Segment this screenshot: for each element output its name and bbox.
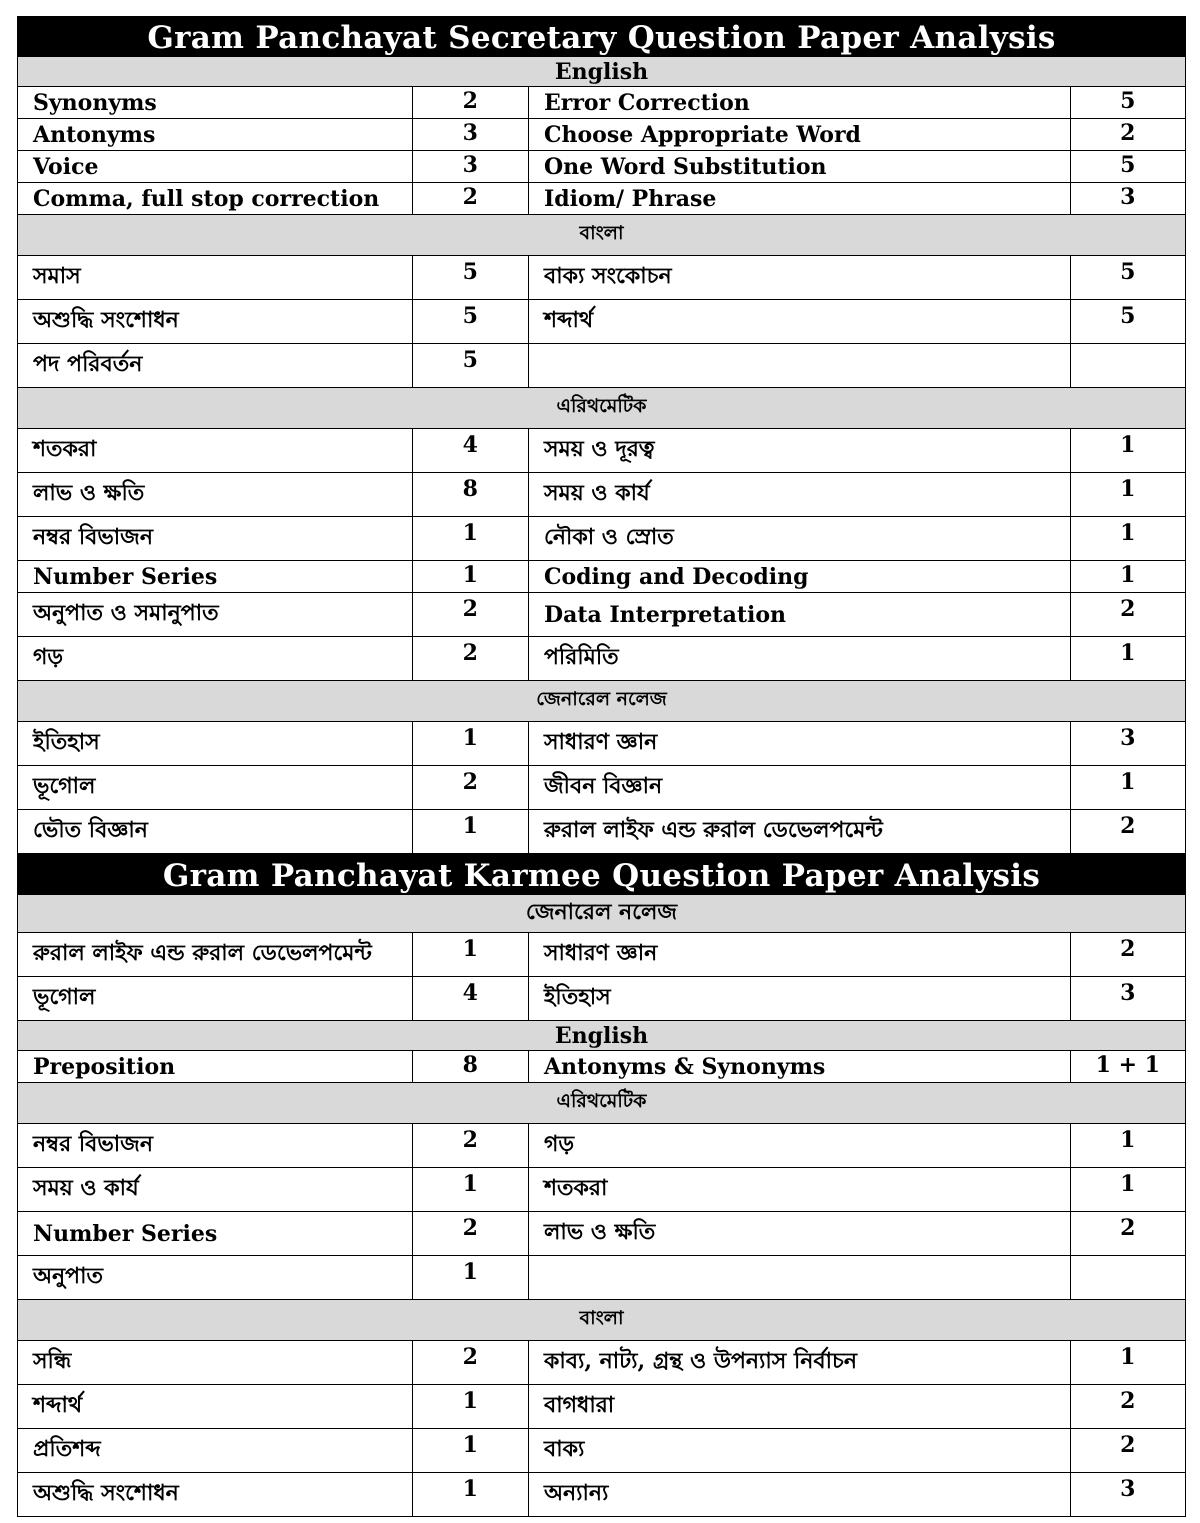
count-cell: 1 — [412, 810, 528, 854]
topic-cell: বাক্য সংকোচন — [528, 256, 1070, 300]
count-cell: 4 — [412, 429, 528, 473]
topic-cell: ভূগোল — [18, 977, 413, 1021]
count-cell: 1 — [1070, 429, 1185, 473]
topic-cell: Antonyms — [18, 119, 413, 151]
table-row — [18, 933, 1186, 977]
topic-cell: Voice — [18, 151, 413, 183]
table-row — [18, 722, 1186, 766]
topic-cell: ভূগোল — [18, 766, 413, 810]
topic-cell: সাধারণ জ্ঞান — [528, 722, 1070, 766]
count-cell: 2 — [412, 593, 528, 637]
subject-heading: বাংলা — [18, 1300, 1186, 1341]
section-title: Gram Panchayat Karmee Question Paper Analysis — [17, 854, 1186, 894]
table-row — [18, 151, 1186, 183]
count-cell: 2 — [1070, 593, 1185, 637]
topic-cell: Data Interpretation — [528, 593, 1070, 637]
topic-cell: নম্বর বিভাজন — [18, 517, 413, 561]
topic-cell: রুরাল লাইফ এন্ড রুরাল ডেভেলপমেন্ট — [528, 810, 1070, 854]
count-cell: 1 — [1070, 637, 1185, 681]
count-cell: 8 — [412, 1051, 528, 1083]
topic-cell: Preposition — [18, 1051, 413, 1083]
table-row — [18, 517, 1186, 561]
subject-heading: বাংলা — [18, 215, 1186, 256]
topic-cell: রুরাল লাইফ এন্ড রুরাল ডেভেলপমেন্ট — [18, 933, 413, 977]
topic-cell: বাক্য — [528, 1429, 1070, 1473]
count-cell: 5 — [412, 256, 528, 300]
topic-cell: Error Correction — [528, 87, 1070, 119]
topic-cell: Number Series — [18, 561, 413, 593]
table-row — [18, 87, 1186, 119]
count-cell: 5 — [1070, 151, 1185, 183]
topic-cell: শব্দার্থ — [18, 1385, 413, 1429]
topic-cell: পদ পরিবর্তন — [18, 344, 413, 388]
count-cell: 2 — [1070, 119, 1185, 151]
count-cell: 1 — [412, 1256, 528, 1300]
table-row — [18, 561, 1186, 593]
topic-cell: অশুদ্ধি সংশোধন — [18, 1473, 413, 1517]
topic-cell — [528, 1256, 1070, 1300]
count-cell: 1 — [412, 1473, 528, 1517]
subject-heading: জেনারেল নলেজ — [18, 681, 1186, 722]
subject-heading: এরিথমেটিক — [18, 1083, 1186, 1124]
topic-cell: নম্বর বিভাজন — [18, 1124, 413, 1168]
topic-cell: অশুদ্ধি সংশোধন — [18, 300, 413, 344]
topic-cell: গড় — [528, 1124, 1070, 1168]
topic-cell: নৌকা ও স্রোত — [528, 517, 1070, 561]
count-cell: 3 — [1070, 722, 1185, 766]
table-row — [18, 1429, 1186, 1473]
table-row — [18, 977, 1186, 1021]
count-cell: 2 — [412, 766, 528, 810]
count-cell: 2 — [1070, 1212, 1185, 1256]
count-cell: 2 — [412, 1124, 528, 1168]
count-cell: 2 — [1070, 810, 1185, 854]
count-cell: 1 — [412, 933, 528, 977]
topic-cell: সমাস — [18, 256, 413, 300]
table-row — [18, 344, 1186, 388]
table-row — [18, 256, 1186, 300]
count-cell: 1 — [1070, 1168, 1185, 1212]
count-cell: 1 — [1070, 561, 1185, 593]
count-cell — [1070, 344, 1185, 388]
table-row — [18, 183, 1186, 215]
count-cell: 5 — [1070, 300, 1185, 344]
topic-cell: শতকরা — [18, 429, 413, 473]
count-cell: 1 — [1070, 517, 1185, 561]
topic-cell: অনুপাত — [18, 1256, 413, 1300]
count-cell: 1 — [412, 561, 528, 593]
count-cell: 1 — [1070, 473, 1185, 517]
topic-cell: One Word Substitution — [528, 151, 1070, 183]
count-cell: 1 — [1070, 1341, 1185, 1385]
topic-cell: সময় ও দূরত্ব — [528, 429, 1070, 473]
count-cell: 1 — [412, 1385, 528, 1429]
count-cell: 5 — [1070, 87, 1185, 119]
topic-cell: লাভ ও ক্ষতি — [18, 473, 413, 517]
count-cell: 3 — [1070, 977, 1185, 1021]
count-cell: 2 — [412, 1341, 528, 1385]
table-row — [18, 1124, 1186, 1168]
count-cell: 3 — [412, 119, 528, 151]
topic-cell: কাব্য, নাট্য, গ্রন্থ ও উপন্যাস নির্বাচন — [528, 1341, 1070, 1385]
topic-cell: অন্যান্য — [528, 1473, 1070, 1517]
count-cell: 1 — [412, 1168, 528, 1212]
count-cell: 1 — [1070, 766, 1185, 810]
count-cell: 3 — [412, 151, 528, 183]
count-cell — [1070, 1256, 1185, 1300]
topic-cell: শতকরা — [528, 1168, 1070, 1212]
topic-cell: পরিমিতি — [528, 637, 1070, 681]
count-cell: 8 — [412, 473, 528, 517]
table-row — [18, 1212, 1186, 1256]
subject-heading: জেনারেল নলেজ — [18, 895, 1186, 933]
count-cell: 1 — [1070, 1124, 1185, 1168]
subject-heading: English — [18, 1021, 1186, 1051]
topic-cell: প্রতিশব্দ — [18, 1429, 413, 1473]
topic-cell — [528, 344, 1070, 388]
topic-cell: সময় ও কার্য — [528, 473, 1070, 517]
count-cell: 2 — [1070, 1429, 1185, 1473]
analysis-page — [17, 16, 1186, 1517]
table-row — [18, 1051, 1186, 1083]
table-row — [18, 1256, 1186, 1300]
count-cell: 2 — [1070, 933, 1185, 977]
table-row — [18, 119, 1186, 151]
topic-cell: Choose Appropriate Word — [528, 119, 1070, 151]
table-row — [18, 637, 1186, 681]
table-row — [18, 300, 1186, 344]
count-cell: 3 — [1070, 1473, 1185, 1517]
count-cell: 5 — [412, 344, 528, 388]
topic-cell: সন্ধি — [18, 1341, 413, 1385]
analysis-table — [17, 894, 1186, 1517]
topic-cell: ইতিহাস — [18, 722, 413, 766]
count-cell: 1 + 1 — [1070, 1051, 1185, 1083]
analysis-table — [17, 56, 1186, 854]
table-row — [18, 1168, 1186, 1212]
topic-cell: Number Series — [18, 1212, 413, 1256]
topic-cell: অনুপাত ও সমানুপাত — [18, 593, 413, 637]
count-cell: 3 — [1070, 183, 1185, 215]
table-row — [18, 766, 1186, 810]
count-cell: 1 — [412, 517, 528, 561]
topic-cell: বাগধারা — [528, 1385, 1070, 1429]
count-cell: 2 — [412, 183, 528, 215]
topic-cell: শব্দার্থ — [528, 300, 1070, 344]
table-row — [18, 593, 1186, 637]
topic-cell: Comma, full stop correction — [18, 183, 413, 215]
count-cell: 2 — [412, 1212, 528, 1256]
topic-cell: ভৌত বিজ্ঞান — [18, 810, 413, 854]
count-cell: 5 — [412, 300, 528, 344]
topic-cell: Idiom/ Phrase — [528, 183, 1070, 215]
topic-cell: সময় ও কার্য — [18, 1168, 413, 1212]
table-row — [18, 1341, 1186, 1385]
count-cell: 2 — [412, 637, 528, 681]
subject-heading: এরিথমেটিক — [18, 388, 1186, 429]
table-row — [18, 473, 1186, 517]
topic-cell: Synonyms — [18, 87, 413, 119]
count-cell: 5 — [1070, 256, 1185, 300]
table-row — [18, 1385, 1186, 1429]
topic-cell: জীবন বিজ্ঞান — [528, 766, 1070, 810]
topic-cell: লাভ ও ক্ষতি — [528, 1212, 1070, 1256]
count-cell: 2 — [412, 87, 528, 119]
topic-cell: Coding and Decoding — [528, 561, 1070, 593]
count-cell: 2 — [1070, 1385, 1185, 1429]
topic-cell: Antonyms & Synonyms — [528, 1051, 1070, 1083]
table-row — [18, 429, 1186, 473]
subject-heading: English — [18, 57, 1186, 87]
table-row — [18, 810, 1186, 854]
count-cell: 1 — [412, 722, 528, 766]
topic-cell: ইতিহাস — [528, 977, 1070, 1021]
topic-cell: গড় — [18, 637, 413, 681]
count-cell: 4 — [412, 977, 528, 1021]
section-title: Gram Panchayat Secretary Question Paper Analysis — [17, 16, 1186, 56]
topic-cell: সাধারণ জ্ঞান — [528, 933, 1070, 977]
count-cell: 1 — [412, 1429, 528, 1473]
table-row — [18, 1473, 1186, 1517]
